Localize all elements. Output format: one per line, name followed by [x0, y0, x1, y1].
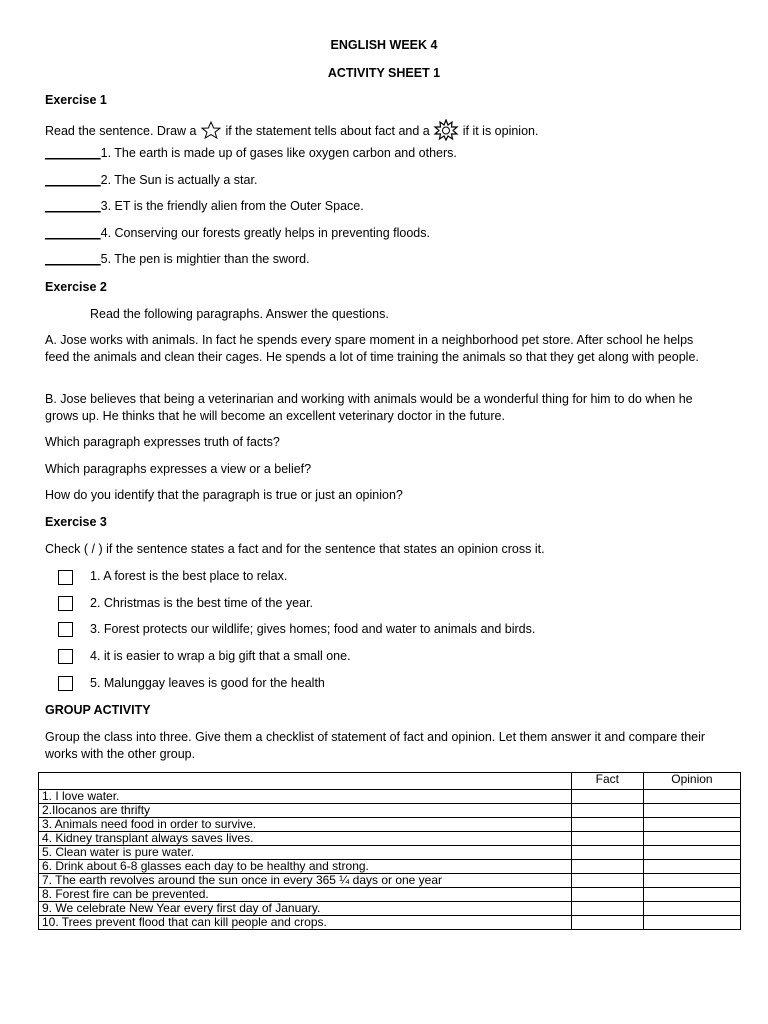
exercise3-heading: Exercise 3 — [45, 515, 107, 529]
exercise1-item — [45, 226, 430, 240]
exercise1-instruction — [45, 119, 538, 144]
statement-cell: 3. Animals need food in order to survive. — [39, 818, 572, 832]
answer-blank[interactable]: ________ — [45, 146, 101, 160]
opinion-cell[interactable] — [643, 790, 740, 804]
opinion-cell[interactable] — [643, 902, 740, 916]
fact-cell[interactable] — [571, 846, 643, 860]
checkbox[interactable] — [58, 649, 73, 664]
table-row — [39, 790, 741, 804]
table-row — [39, 804, 741, 818]
fact-cell[interactable] — [571, 832, 643, 846]
fact-cell[interactable] — [571, 860, 643, 874]
answer-blank[interactable]: ________ — [45, 199, 101, 213]
statement-cell: 5. Clean water is pure water. — [39, 846, 572, 860]
exercise1-item — [45, 199, 364, 213]
page-title: ENGLISH WEEK 4 — [330, 38, 438, 52]
exercise3-item: 4. it is easier to wrap a big gift that a small one. — [90, 649, 351, 663]
exercise1-item — [45, 173, 257, 187]
exercise1-item-text: 2. The Sun is actually a star. — [100, 173, 258, 187]
statement-cell: 4. Kidney transplant always saves lives. — [39, 832, 572, 846]
table-row — [39, 818, 741, 832]
fact-opinion-table — [38, 772, 741, 930]
checkbox[interactable] — [58, 596, 73, 611]
exercise2-question: Which paragraph expresses truth of facts? — [45, 435, 280, 449]
opinion-cell[interactable] — [643, 860, 740, 874]
opinion-cell[interactable] — [643, 818, 740, 832]
exercise1-item-text: 5. The pen is mightier than the sword. — [100, 252, 310, 266]
page-subtitle: ACTIVITY SHEET 1 — [327, 66, 441, 80]
checkbox[interactable] — [58, 570, 73, 585]
fact-cell[interactable] — [571, 874, 643, 888]
statement-cell: 1. I love water. — [39, 790, 572, 804]
opinion-cell[interactable] — [643, 916, 740, 930]
burst-star-icon — [433, 119, 459, 144]
group-activity-heading: GROUP ACTIVITY — [45, 703, 151, 717]
exercise2-instruction: Read the following paragraphs. Answer the questions. — [90, 307, 389, 321]
paragraph-b: B. Jose believes that being a veterinarian and working with animals would be a wonderful thing for him to do when he grows up. He thinks that he will become an excellent veterinary doctor in the future. — [45, 392, 693, 423]
table-header-row — [39, 773, 741, 790]
column-header-fact: Fact — [571, 773, 643, 790]
exercise2-heading: Exercise 2 — [45, 280, 107, 294]
fact-cell[interactable] — [571, 818, 643, 832]
exercise2-question: Which paragraphs expresses a view or a belief? — [45, 462, 312, 476]
answer-blank[interactable]: ________ — [45, 173, 101, 187]
statement-cell: 10. Trees prevent flood that can kill people and crops. — [39, 916, 572, 930]
opinion-cell[interactable] — [643, 874, 740, 888]
exercise3-instruction: Check ( / ) if the sentence states a fact and for the sentence that states an opinion cross it. — [45, 542, 545, 556]
checkbox[interactable] — [58, 676, 73, 691]
opinion-cell[interactable] — [643, 832, 740, 846]
statement-cell: 6. Drink about 6-8 glasses each day to be healthy and strong. — [39, 860, 572, 874]
fact-cell[interactable] — [571, 902, 643, 916]
column-header-statement — [39, 773, 572, 790]
exercise1-instruction-part1: Read the sentence. Draw a — [45, 123, 197, 138]
opinion-cell[interactable] — [643, 888, 740, 902]
statement-cell: 2.Ilocanos are thrifty — [39, 804, 572, 818]
statement-cell: 7. The earth revolves around the sun once in every 365 ¼ days or one year — [39, 874, 572, 888]
answer-blank[interactable]: ________ — [45, 252, 101, 266]
table-row — [39, 846, 741, 860]
table-row — [39, 832, 741, 846]
exercise3-item: 1. A forest is the best place to relax. — [90, 569, 288, 583]
table-row — [39, 860, 741, 874]
table-row — [39, 916, 741, 930]
fact-cell[interactable] — [571, 888, 643, 902]
exercise1-item — [45, 146, 457, 160]
opinion-cell[interactable] — [643, 804, 740, 818]
exercise1-item-text: 4. Conserving our forests greatly helps in preventing floods. — [100, 226, 430, 240]
statement-cell: 8. Forest fire can be prevented. — [39, 888, 572, 902]
answer-blank[interactable]: ________ — [45, 226, 101, 240]
exercise3-item: 5. Malunggay leaves is good for the health — [90, 676, 325, 690]
fact-cell[interactable] — [571, 804, 643, 818]
paragraph-a: A. Jose works with animals. In fact he spends every spare moment in a neighborhood pet store. After school he helps feed the animals and clean their cages. He spends a lot of time training the animals so that they get along with people. — [45, 333, 699, 364]
exercise1-heading: Exercise 1 — [45, 93, 107, 107]
exercise1-instruction-part2: if the statement tells about fact and a — [225, 123, 430, 138]
statement-cell: 9. We celebrate New Year every first day of January. — [39, 902, 572, 916]
exercise1-item-text: 1. The earth is made up of gases like oxygen carbon and others. — [100, 146, 457, 160]
column-header-opinion: Opinion — [643, 773, 740, 790]
group-activity-instruction: Group the class into three. Give them a checklist of statement of fact and opinion. Let them answer it and compare their works with the other group. — [45, 730, 706, 761]
fact-cell[interactable] — [571, 916, 643, 930]
exercise3-item: 3. Forest protects our wildlife; gives homes; food and water to animals and birds. — [90, 622, 536, 636]
exercise3-item: 2. Christmas is the best time of the year. — [90, 596, 314, 610]
table-row — [39, 902, 741, 916]
table-row — [39, 874, 741, 888]
opinion-cell[interactable] — [643, 846, 740, 860]
star-icon — [200, 121, 222, 142]
exercise1-instruction-part3: if it is opinion. — [462, 123, 539, 138]
exercise1-item — [45, 252, 310, 266]
fact-cell[interactable] — [571, 790, 643, 804]
exercise1-item-text: 3. ET is the friendly alien from the Outer Space. — [100, 199, 364, 213]
table-row — [39, 888, 741, 902]
checkbox[interactable] — [58, 622, 73, 637]
exercise2-question: How do you identify that the paragraph is true or just an opinion? — [45, 488, 403, 502]
